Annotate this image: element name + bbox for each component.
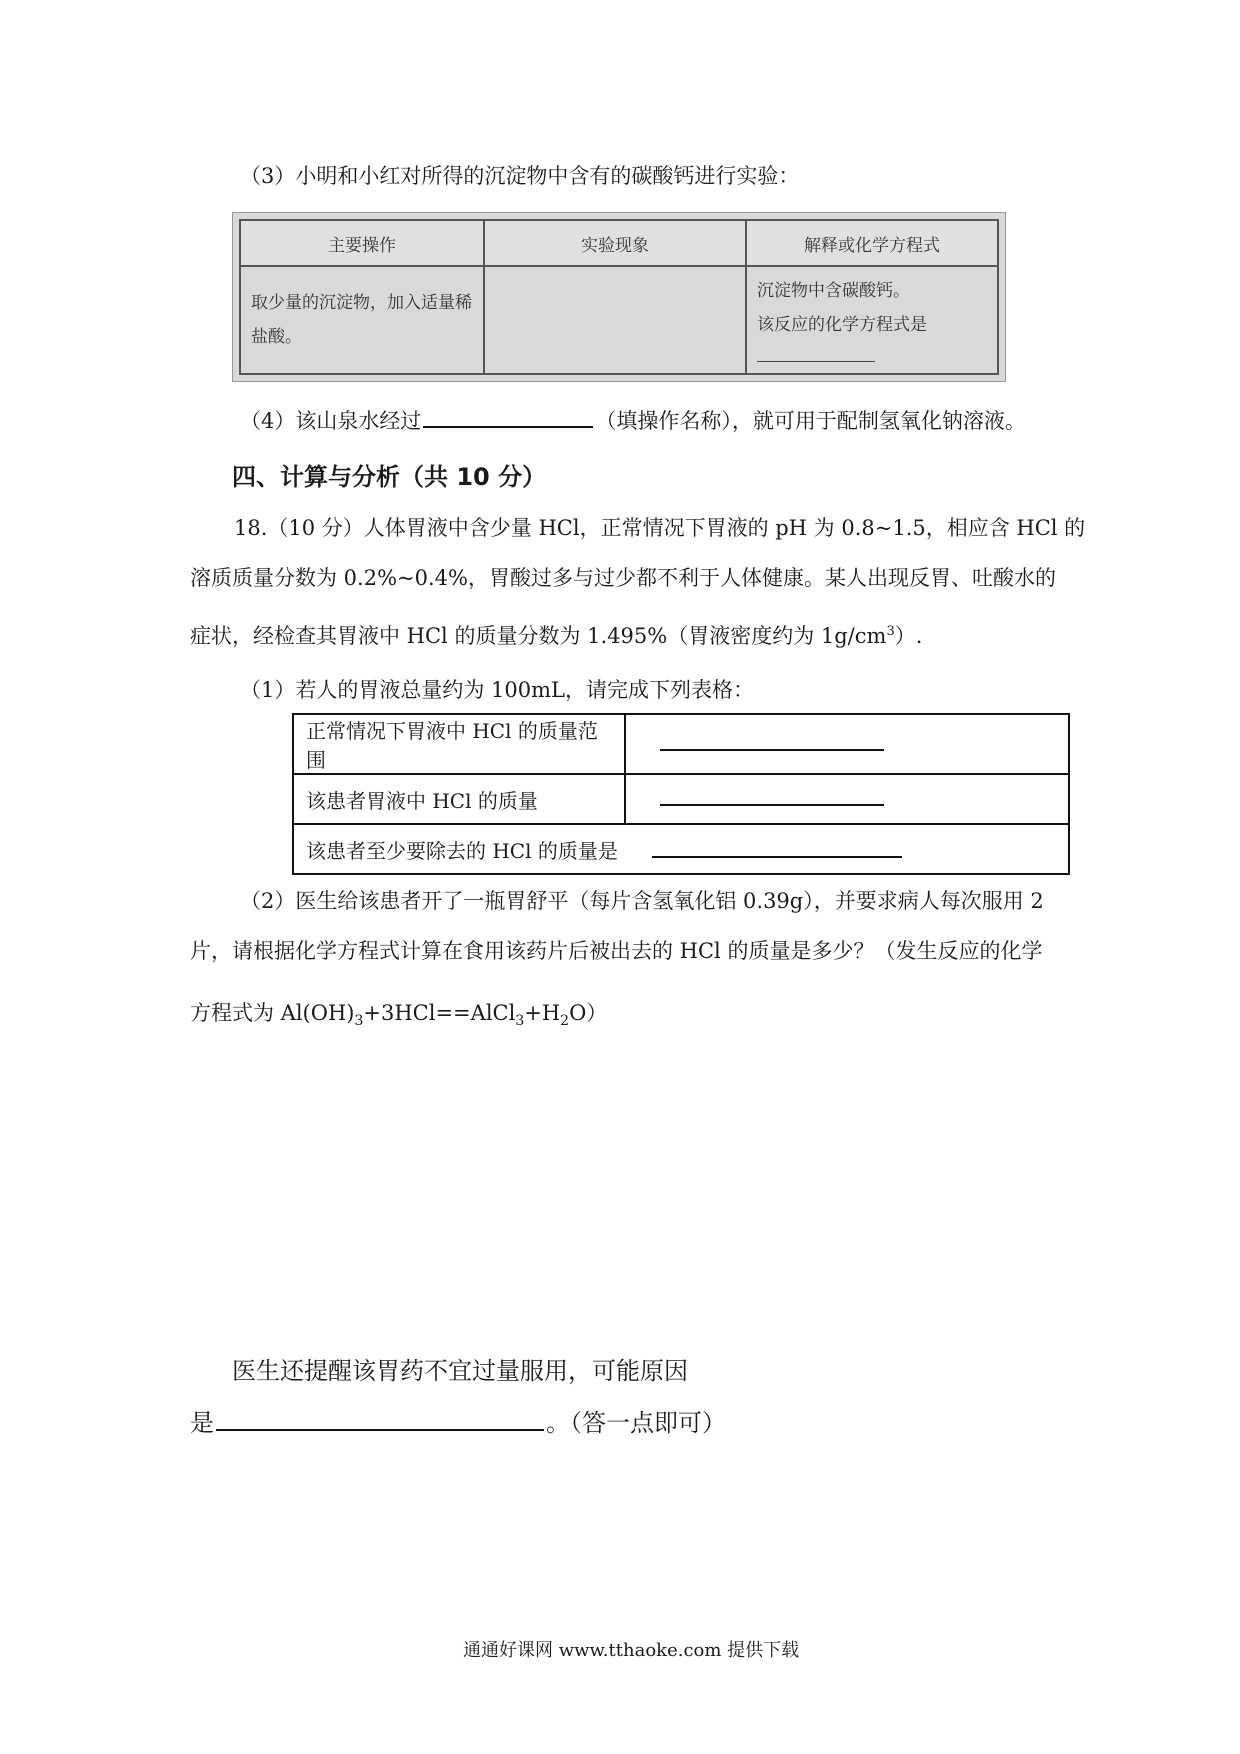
subscript-2: 2 bbox=[560, 1013, 570, 1030]
cubic-superscript: 3 bbox=[886, 624, 895, 639]
equation-prefix: 方程式为 Al(OH) bbox=[190, 1001, 355, 1025]
experiment-table bbox=[239, 219, 999, 375]
row1-label: 正常情况下胃液中 HCl 的质量范围 bbox=[293, 714, 625, 774]
experiment-table-scan bbox=[232, 212, 1006, 382]
row1-answer-blank[interactable] bbox=[660, 748, 884, 751]
cell-explanation bbox=[746, 266, 998, 374]
q18-line-3-end: ）. bbox=[894, 624, 923, 648]
q18-part2-line-3 bbox=[190, 997, 607, 1029]
header-phenomenon: 实验现象 bbox=[484, 220, 746, 266]
header-operation: 主要操作 bbox=[240, 220, 484, 266]
q17-part4-line bbox=[240, 405, 1026, 435]
q17-part4-after: （填操作名称），就可用于配制氢氧化钠溶液。 bbox=[595, 409, 1026, 433]
explain-line-1: 沉淀物中含碳酸钙。 bbox=[757, 280, 910, 301]
footer-text: 通通好课网 www.tthaoke.com 提供下载 bbox=[463, 1640, 800, 1661]
row2-answer[interactable] bbox=[625, 774, 1069, 824]
reminder-suffix: 。（答一点即可） bbox=[546, 1409, 726, 1437]
operation-name-blank[interactable] bbox=[423, 425, 593, 428]
equation-end: O） bbox=[569, 1001, 608, 1025]
equation-answer-blank[interactable] bbox=[757, 360, 875, 362]
subscript-3a: 3 bbox=[354, 1013, 364, 1030]
row2-answer-blank[interactable] bbox=[660, 803, 884, 806]
section-heading: 四、计算与分析（共 10 分） bbox=[232, 463, 547, 491]
row3-label: 该患者至少要除去的 HCl 的质量是 bbox=[306, 838, 618, 863]
row2-label: 该患者胃液中 HCl 的质量 bbox=[293, 774, 625, 824]
cell-operation bbox=[240, 266, 484, 374]
q18-part2-line-2: 片，请根据化学方程式计算在食用该药片后被出去的 HCl 的质量是多少？（发生反应的化学 bbox=[190, 939, 1043, 963]
reminder-line-1: 医生还提醒该胃药不宜过量服用，可能原因 bbox=[232, 1357, 688, 1385]
q18-line-3-main: 症状，经检查其胃液中 HCl 的质量分数为 1.495%（胃液密度约为 1g/cm bbox=[190, 624, 887, 648]
row3-answer-blank[interactable] bbox=[652, 855, 902, 858]
equation-mid: +3HCl==AlCl bbox=[363, 1001, 516, 1025]
row1-answer[interactable] bbox=[625, 714, 1069, 774]
reminder-line-2 bbox=[190, 1403, 726, 1438]
q17-part3-text: （3）小明和小红对所得的沉淀物中含有的碳酸钙进行实验： bbox=[240, 164, 800, 188]
reason-answer-blank[interactable] bbox=[216, 1428, 544, 1431]
q18-part1-text: （1）若人的胃液总量约为 100mL，请完成下列表格： bbox=[240, 678, 754, 702]
subscript-3b: 3 bbox=[515, 1013, 525, 1030]
reminder-prefix: 是 bbox=[190, 1409, 214, 1437]
q18-part2-line-1: （2）医生给该患者开了一瓶胃舒平（每片含氢氧化铝 0.39g），并要求病人每次服用 2 bbox=[240, 889, 1044, 913]
operation-line-2: 盐酸。 bbox=[251, 327, 302, 347]
q18-line-1: 18.（10 分）人体胃液中含少量 HCl，正常情况下胃液的 pH 为 0.8~1.5，相应含 HCl 的 bbox=[234, 516, 1086, 540]
row3-cell bbox=[293, 824, 1069, 874]
header-explanation: 解释或化学方程式 bbox=[746, 220, 998, 266]
hcl-mass-table bbox=[292, 713, 1070, 875]
cell-phenomenon[interactable] bbox=[484, 266, 746, 374]
q18-line-3 bbox=[190, 620, 922, 650]
operation-line-1: 取少量的沉淀物，加入适量稀 bbox=[251, 293, 472, 313]
equation-h: +H bbox=[524, 1001, 561, 1025]
q17-part4-before: （4）该山泉水经过 bbox=[240, 409, 422, 433]
explain-line-2: 该反应的化学方程式是 bbox=[757, 314, 927, 335]
q18-line-2: 溶质质量分数为 0.2%~0.4%，胃酸过多与过少都不利于人体健康。某人出现反胃、吐酸水的 bbox=[190, 566, 1056, 590]
